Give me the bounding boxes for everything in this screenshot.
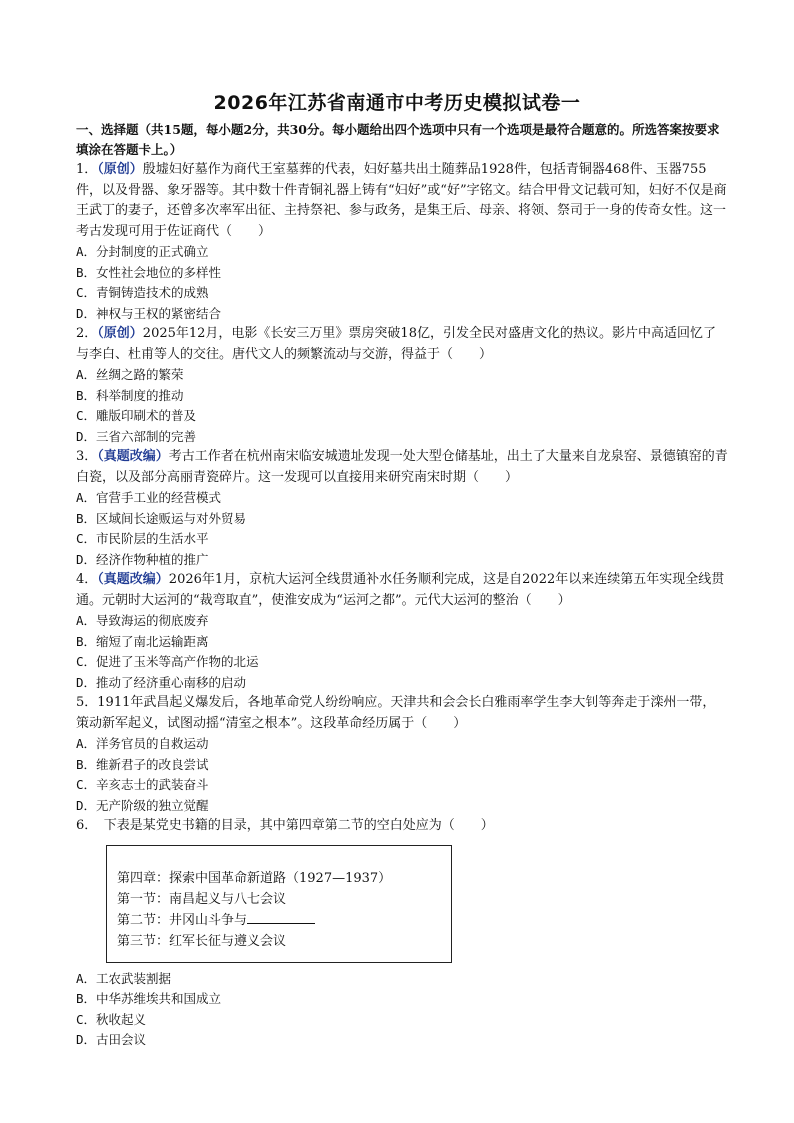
option-c: C．秋收起义 — [76, 1011, 147, 1027]
question-text: 考古工作者在杭州南宋临安城遗址发现一处大型仓储基址，出土了大量来自龙泉窑、景德镇窑的青白瓷，以及部分高丽青瓷碎片。这一发现可以直接用来研究南宋时期（ ） — [76, 449, 728, 485]
option-d: D．无产阶级的独立觉醒 — [76, 797, 209, 813]
toc-section-3: 第三节：红军长征与遵义会议 — [117, 933, 287, 949]
fill-in-blank — [247, 911, 315, 924]
page-title: 2026年江苏省南通市中考历史模拟试卷一 — [213, 92, 581, 114]
option-c: C．市民阶层的生活水平 — [76, 531, 209, 546]
question-stem — [76, 570, 728, 611]
option-a: A．工农武装割据 — [76, 970, 172, 986]
option-a: A．导致海运的彻底废弃 — [76, 613, 209, 628]
toc-chapter-line: 第四章：探索中国革命新道路（1927—1937） — [117, 870, 392, 886]
option-d: D．神权与王权的紧密结合 — [76, 305, 222, 321]
question-list — [76, 160, 728, 1051]
option-d: D．古田会议 — [76, 1032, 147, 1047]
question-tag: （真题改编） — [97, 572, 169, 587]
question-number: 4． — [76, 572, 98, 587]
question-text: 1911年武昌起义爆发后，各地革命党人纷纷响应。天津共和会会长白雅雨率学生李大钊等奔走于滦州一带，策动新军起义，试图动摇“清室之根本”。这段革命经历属于（ ） — [76, 695, 716, 731]
option-a: A．丝绸之路的繁荣 — [76, 367, 184, 382]
option-c: C．雕版印刷术的普及 — [76, 408, 197, 423]
question-number: 1． — [76, 162, 98, 177]
question-stem — [76, 816, 728, 837]
toc-section-2-text: 第二节：井冈山斗争与 — [117, 912, 248, 928]
question-tag: （原创） — [97, 162, 143, 177]
question-4 — [76, 570, 728, 693]
question-1 — [76, 160, 728, 324]
question-stem — [76, 324, 728, 365]
option-d: D．推动了经济重心南移的启动 — [76, 674, 247, 690]
table-of-contents-box — [106, 845, 452, 963]
question-stem — [76, 160, 728, 242]
option-b: B．女性社会地位的多样性 — [76, 264, 222, 280]
option-a: A．分封制度的正式确立 — [76, 244, 209, 259]
question-number: 2． — [76, 326, 98, 341]
option-d: D．三省六部制的完善 — [76, 428, 197, 444]
option-a: A．洋务官员的自救运动 — [76, 736, 209, 751]
option-d: D．经济作物种植的推广 — [76, 551, 209, 567]
toc-section-2 — [117, 910, 451, 931]
option-b: B．缩短了南北运输距离 — [76, 633, 209, 649]
section-instructions: 一、选择题（共15题，每小题2分，共30分。每小题给出四个选项中只有一个选项是最符合题意的。所选答案按要求填涂在答题卡上。） — [76, 122, 720, 157]
option-b: B．区域间长途贩运与对外贸易 — [76, 510, 247, 526]
option-c: C．辛亥志士的武装奋斗 — [76, 777, 209, 792]
question-text: 殷墟妇好墓作为商代王室墓葬的代表，妇好墓共出土随葬品1928件，包括青铜器468件、玉器755件，以及骨器、象牙器等。其中数十件青铜礼器上铸有“妇好”或“好”字铭文。结合甲骨文记载可知，妇好不仅是商王武丁的妻子，还曾多次率军出征、主持祭祀、参与政务，是集王后、母亲、将领、祭司于一身的传奇女性。这一考古发现可用于佐证商代（ ） — [76, 162, 727, 239]
question-number: 3． — [76, 449, 98, 464]
question-2 — [76, 324, 728, 447]
option-a: A．官营手工业的经营模式 — [76, 490, 222, 505]
question-5 — [76, 693, 728, 816]
question-text: 2025年12月，电影《长安三万里》票房突破18亿，引发全民对盛唐文化的热议。影片中高适回忆了与李白、杜甫等人的交往。唐代文人的频繁流动与交游，得益于（ ） — [76, 326, 716, 362]
question-tag: （原创） — [97, 326, 143, 341]
toc-section-1: 第一节：南昌起义与八七会议 — [117, 891, 287, 907]
question-stem — [76, 693, 728, 734]
question-6 — [76, 816, 728, 1051]
option-c: C．青铜铸造技术的成熟 — [76, 285, 209, 300]
option-b: B．科举制度的推动 — [76, 387, 184, 403]
question-number: 5． — [76, 695, 98, 710]
option-b: B．中华苏维埃共和国成立 — [76, 991, 222, 1006]
question-text: 2026年1月，京杭大运河全线贯通补水任务顺利完成，这是自2022年以来连续第五年实现全线贯通。元朝时大运河的“裁弯取直”，使淮安成为“运河之都”。元代大运河的整治（ ） — [76, 572, 725, 608]
question-tag: （真题改编） — [97, 449, 169, 464]
question-3 — [76, 447, 728, 570]
option-b: B．维新君子的改良尝试 — [76, 756, 209, 772]
question-number: 6． — [76, 818, 91, 833]
option-c: C．促进了玉米等高产作物的北运 — [76, 654, 259, 669]
question-text: 下表是某党史书籍的目录，其中第四章第二节的空白处应为（ ） — [90, 818, 494, 833]
question-stem — [76, 447, 728, 488]
